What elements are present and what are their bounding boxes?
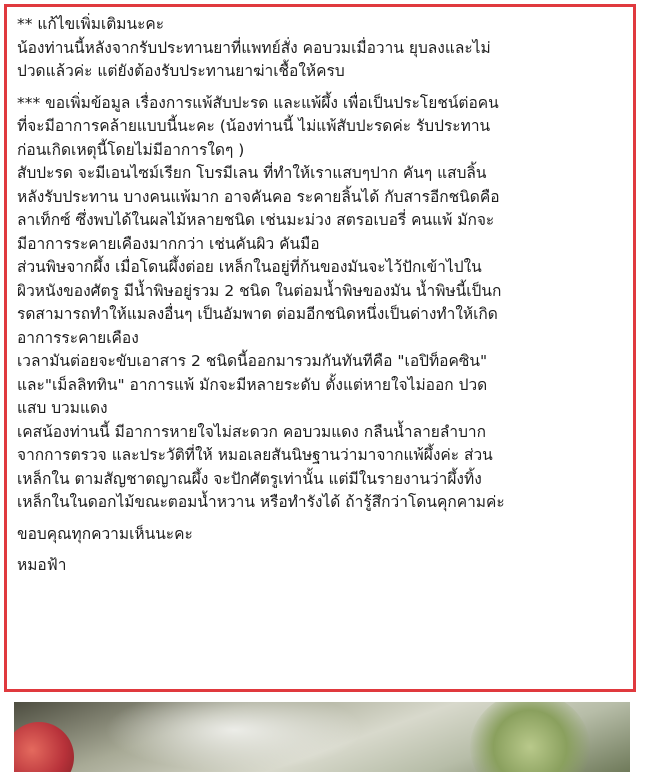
paragraph-gap <box>17 515 625 523</box>
photo-red-object <box>14 722 74 772</box>
thanks-paragraph: ขอบคุณทุกความเห็นนะคะ <box>17 524 193 543</box>
attached-photo[interactable] <box>14 702 630 772</box>
signature-paragraph: หมอฟ้า <box>17 556 67 574</box>
photo-highlight <box>104 702 364 772</box>
photo-green-object <box>470 702 590 772</box>
paragraph-gap <box>17 84 625 92</box>
edit-note-paragraph: ** แก้ไขเพิ่มเติมนะคะ น้องท่านนี้หลังจากรับประทานยาที่แพทย์สั่ง คอบวมเมื่อวาน ยุบลงและไม่ ปวดแล้วค่ะ แต่ยังต้องรับประทานยาฆ่าเชื้อให้ครบ <box>17 15 491 80</box>
paragraph-gap <box>17 546 625 554</box>
additional-info-paragraph: *** ขอเพิ่มข้อมูล เรื่องการแพ้สับปะรด และแพ้ผึ้ง เพื่อเป็นประโยชน์ต่อคน ที่จะมีอาการคล้ายแบบนี้นะคะ (น้องท่านนี้ ไม่แพ้สับปะรดค่ะ รับประทาน ก่อนเกิดเหตุนี้โดยไม่มีอาการใดๆ ) สับปะรด จะมีเอนไซม์เรียก โบรมีเลน ที่ทำให้เราแสบๆปาก คันๆ แสบลิ้น หลังรับประทาน บางคนแพ้มาก อาจคันคอ ระคายลิ้นได้ กับสารอีกชนิดคือ ลาเท็กซ์ ซึ่งพบได้ในผลไม้หลายชนิด เช่นมะม่วง สตรอเบอรี่ คนแพ้ มักจะ มีอาการระคายเคืองมากกว่า เช่นคันผิว คันมือ ส่วนพิษจากผึ้ง เมื่อโดนผึ้งต่อย เหล็กในอยู่ที่ก้นของมันจะไว้ปักเข้าไปใน ผิวหนังของศัตรู มีน้ำพิษอยู่รวม 2 ชนิด ในต่อมน้ำพิษของมัน น้ำพิษนี้เป็นก รดสามารถทำให้แมลงอื่นๆ เป็นอัมพาต ต่อมอีกชนิดหนึ่งเป็นด่างทำให้เกิด อาการระคายเคือง เวลามันต่อยจะขับเอาสาร 2 ชนิดนี้ออกมารวมกันทันทีคือ "เอปิท็อคซิน" และ"เม็ลลิททิน" อาการแพ้ มักจะมีหลายระดับ ตั้งแต่หายใจไม่ออก ปวด แสบ บวมแดง เคสน้องท่านนี้ มีอาการหายใจไม่สะดวก คอบวมแดง กลืนน้ำลายลำบาก จากการตรวจ และประวัติที่ให้ หมอเลยสันนิษฐานว่ามาจากแพ้ผึ้งค่ะ ส่วน เหล็กใน ตามสัญชาตญาณผึ้ง จะปักศัตรูเท่านั้น แต่มีในรายงานว่าผึ้งทิ้ง เหล็กในในดอกไม้ขณะตอมน้ำหวาน หรือทำรังได้ ถ้ารู้สึกว่าโดนคุกคามค่ะ <box>17 93 505 511</box>
post-content-box <box>4 4 636 692</box>
